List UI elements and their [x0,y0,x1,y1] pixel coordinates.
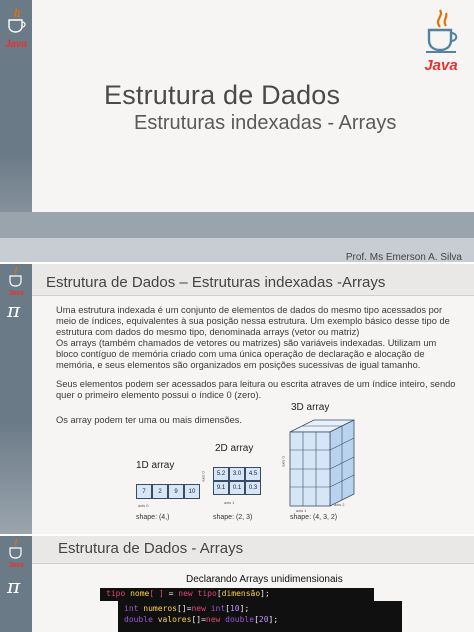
1d-array-label: 1D array [136,460,175,471]
code-token: ]; [239,604,250,613]
1d-shape-label: shape: (4,) [136,514,170,521]
code-line-double [124,615,278,624]
code-token: tipo [106,589,126,598]
java-cup-icon [4,266,28,288]
3d-axis-0: axis 0 [280,456,286,467]
2d-cell: 4.5 [245,467,261,481]
code-block-examples [118,601,402,632]
pi-icon: π [7,574,21,598]
code-token: [ [216,589,222,598]
code-token: new [178,589,193,598]
code-line-syntax [106,589,270,598]
code-token: numeros [138,604,177,613]
content-slide-arrays [0,264,474,534]
1d-axis-0: axis 0 [138,503,149,508]
code-token: double [220,615,255,624]
code-token: nome [125,589,150,598]
code-token: []= [176,604,192,613]
paragraph-1: Uma estrutura indexada é um conjunto de elementos de dados do mesmo tipo acessados por meio de índices, equivalentes à sua posição nessa estrutura. Um exemplo básico desse tipo de estrutura com dados do mesmo tipo, denominada arrays (vetor ou matriz) [56,305,450,337]
code-token: [ [254,615,259,624]
3d-shape-label: shape: (4, 3, 2) [290,514,338,521]
code-token: int [205,604,226,613]
3d-array-label: 3D array [291,402,330,413]
bottom-strip [0,212,474,238]
java-logo-text: Java [424,57,458,74]
code-token: valores [152,615,192,624]
slide-title: Estrutura de Dados – Estruturas indexadas -Arrays [46,274,386,291]
2d-cell: 3.0 [229,467,245,481]
paragraph-2: Os arrays (também chamados de vetores ou matrizes) são variáveis indexadas. Utilizam um bloco contíguo de memória criado com uma única operação de declaração e alocação de memória, e seus elementos são organizados em posições sucessivas de igual tamanho. [56,338,437,370]
code-token: []= [191,615,206,624]
1d-cell: 9 [168,484,184,499]
code-token: double [124,615,153,624]
2d-cell: 9.1 [213,481,229,495]
paragraph-3: Seus elementos podem ser acessados para leitura ou escrita atraves de um índice inteiro, sendo quer o primeiro elemento possui o índice 0 (zero). [56,379,456,400]
code-line-int [124,604,249,613]
java-logo [4,266,28,296]
2d-cell: 0.3 [245,481,261,495]
java-logo-text: Java [4,39,28,50]
code-token: dimensão [221,589,261,598]
code-token: ]; [268,615,279,624]
code-token: new [191,604,206,613]
1d-cell: 2 [152,484,168,499]
code-token: = [163,589,179,598]
pi-icon: π [7,298,21,322]
code-token: 20 [258,615,269,624]
slide-sidebar [0,264,32,534]
slide-subtitle: Estruturas indexadas - Arrays [134,112,397,134]
2d-array-label: 2D array [215,443,254,454]
java-cup-icon [4,538,28,560]
2d-axis-0: axis 0 [200,471,206,482]
code-token: new [205,615,221,624]
2d-axis-1: axis 1 [224,500,235,505]
2d-cell: 5.2 [213,467,229,481]
slide-title: Estrutura de Dados - Arrays [58,540,244,557]
java-logo-large [418,8,464,72]
slide-sidebar [0,536,32,632]
java-logo [4,538,28,568]
1d-cell: 7 [136,484,152,499]
code-token: int [124,604,139,613]
1d-cell: 10 [184,484,200,499]
code-token: [ ] [149,589,164,598]
java-cup-icon [418,8,464,54]
2d-shape-label: shape: (2, 3) [213,514,253,521]
3d-axis-1: axis 1 [296,508,307,513]
title-slide [0,0,474,262]
3d-array-figure [282,414,362,514]
code-block-syntax [100,588,374,601]
code-token: [ [225,604,230,613]
code-token: 10 [229,604,240,613]
author-label: Prof. Ms Emerson A. Silva [345,252,462,262]
slide-title: Estrutura de Dados [104,80,341,110]
java-logo-text: Java [8,562,24,569]
code-token: ]; [260,589,270,598]
3d-axis-2: axis 2 [334,502,345,507]
2d-cell: 0.1 [229,481,245,495]
java-logo [4,6,28,52]
paragraph-4: Os array podem ter uma ou mais dimensões. [56,415,243,425]
content-slide-declaring [0,536,474,632]
section-heading: Declarando Arrays unidimensionais [186,574,343,585]
java-logo-text: Java [8,290,24,297]
code-token: tipo [192,589,217,598]
java-cup-icon [4,6,28,36]
